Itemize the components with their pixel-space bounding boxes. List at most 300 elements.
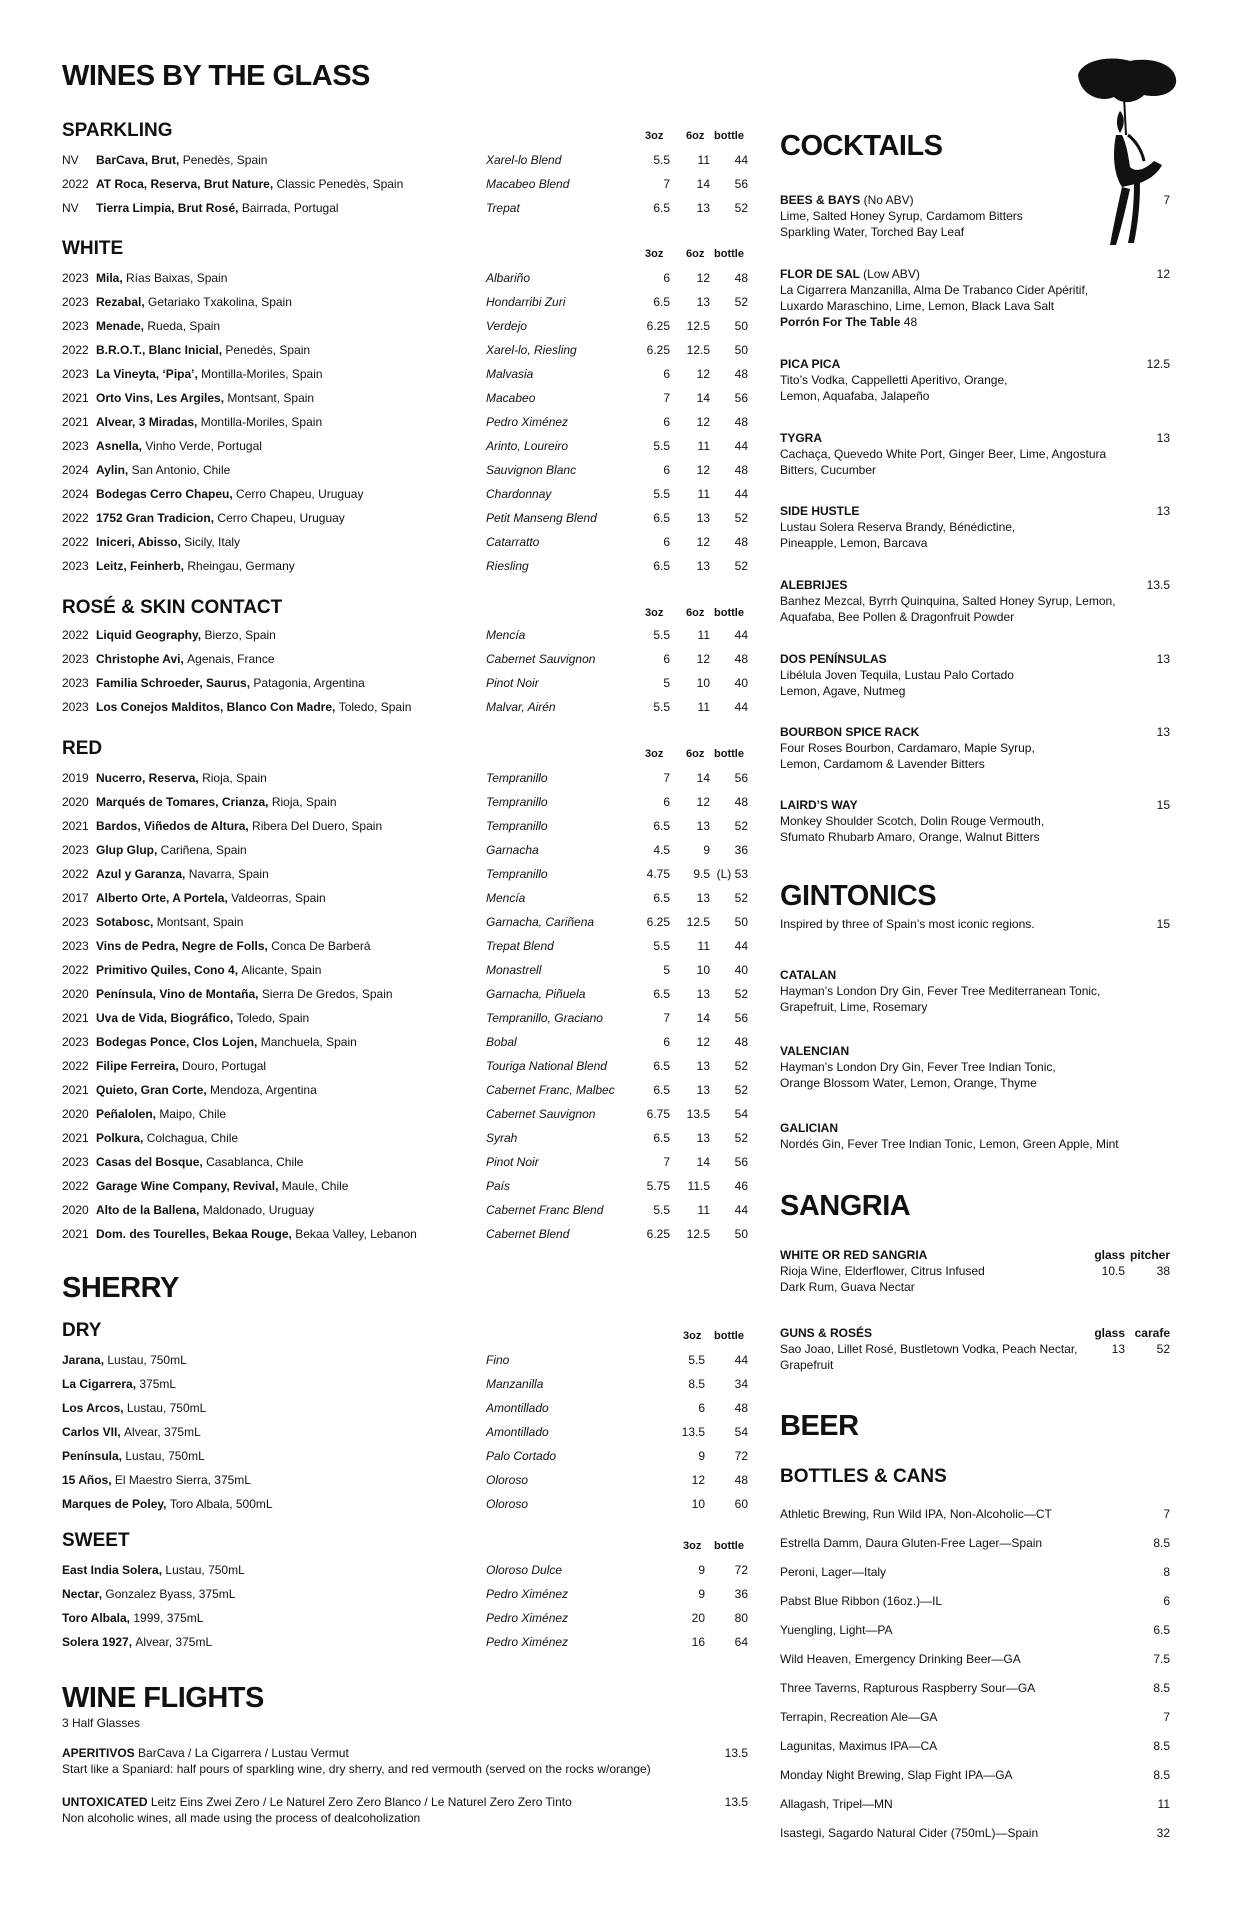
price-bottle: 54: [734, 1425, 748, 1439]
beer-price: 11: [1157, 1797, 1170, 1811]
wine-year: 2023: [62, 271, 89, 285]
cocktail-name-line: [780, 192, 1170, 208]
price-bottle: 36: [734, 843, 748, 857]
sherry-style: Pedro Ximénez: [486, 1587, 569, 1601]
sherry-row: [0, 1494, 748, 1514]
beer-row: [780, 1707, 1170, 1727]
price-6oz: 13: [696, 559, 710, 573]
wine-year: 2021: [62, 1011, 89, 1025]
wine-producer: La Vineyta, ‘Pipa’,: [96, 367, 198, 381]
cocktail-name: ALEBRIJES: [780, 578, 848, 592]
cocktail-ingredients: Four Roses Bourbon, Cardamaro, Maple Syrup,: [780, 741, 1035, 755]
price-3oz: 16: [691, 1635, 705, 1649]
red-list: [0, 768, 748, 1248]
price-bottle: 52: [734, 201, 748, 215]
gintonic-ingredients: Hayman’s London Dry Gin, Fever Tree Mediterranean Tonic,: [780, 984, 1101, 998]
wine-grape: Garnacha, Cariñena: [486, 915, 595, 929]
price-6oz: 14: [696, 771, 710, 785]
price-bottle: 48: [734, 271, 748, 285]
sherry-style: Amontillado: [486, 1401, 549, 1415]
price-bottle: 56: [734, 771, 748, 785]
wine-region: Alicante, Spain: [241, 963, 322, 977]
sangria-name: WHITE OR RED SANGRIA: [780, 1248, 928, 1262]
price-3oz: 5.5: [653, 939, 670, 953]
wine-producer: Leitz, Feinherb,: [96, 559, 185, 573]
sherry-name: [62, 1632, 212, 1652]
col-bottle-label: bottle: [714, 248, 744, 260]
price-3oz: 9: [698, 1587, 705, 1601]
wine-name: [96, 1128, 238, 1148]
wine-region: Toledo, Spain: [338, 700, 412, 714]
wine-region: San Antonio, Chile: [131, 463, 231, 477]
wine-row: [0, 1080, 748, 1100]
wine-row: [0, 268, 748, 288]
wine-region: Rioja, Spain: [271, 795, 337, 809]
price-bottle: 52: [734, 295, 748, 309]
cocktail-name: BOURBON SPICE RACK: [780, 725, 920, 739]
beer-name: Peroni, Lager—Italy: [780, 1565, 887, 1579]
cocktail-name: DOS PENÍNSULAS: [780, 652, 887, 666]
wine-grape: Tempranillo: [486, 819, 548, 833]
price-6oz: 14: [696, 177, 710, 191]
price-6oz: 13: [696, 819, 710, 833]
cocktail-price: 13: [1156, 431, 1170, 445]
cocktail-ingredients: Sparkling Water, Torched Bay Leaf: [780, 225, 965, 239]
sherry-row: [0, 1470, 748, 1490]
price-6oz: 12: [696, 652, 710, 666]
wine-name: [96, 1224, 417, 1244]
wine-region: Rheingau, Germany: [187, 559, 295, 573]
wine-grape: Mencía: [486, 891, 526, 905]
wine-row: [0, 888, 748, 908]
cocktail-price: 13: [1156, 504, 1170, 518]
wine-grape: Tempranillo, Graciano: [486, 1011, 603, 1025]
wine-grape: Cabernet Blend: [486, 1227, 570, 1241]
wine-producer: Sotabosc,: [96, 915, 154, 929]
cocktail-item: [780, 430, 1170, 478]
sherry-row: [0, 1422, 748, 1442]
cocktail-name-line: [780, 797, 1170, 813]
cocktail-ingredients: Tito’s Vodka, Cappelletti Aperitivo, Orange,: [780, 373, 1008, 387]
cocktail-price: 12: [1156, 267, 1170, 281]
sangria-name: GUNS & ROSÉS: [780, 1326, 873, 1340]
price-3oz: 5.5: [688, 1353, 705, 1367]
sherry-detail: Alvear, 375mL: [124, 1425, 201, 1439]
price-6oz: 9: [703, 843, 710, 857]
wine-producer: Primitivo Quiles, Cono 4,: [96, 963, 239, 977]
cocktail-ingredients: Cachaça, Quevedo White Port, Ginger Beer, Lime, Angostura: [780, 447, 1107, 461]
price-bottle: 50: [734, 1227, 748, 1241]
wine-grape: Pedro Ximénez: [486, 415, 569, 429]
beer-row: [780, 1736, 1170, 1756]
price-6oz: 13: [696, 1059, 710, 1073]
wine-grape: Cabernet Franc Blend: [486, 1203, 604, 1217]
wine-producer: 1752 Gran Tradicion,: [96, 511, 215, 525]
wine-grape: Garnacha, Piñuela: [486, 987, 586, 1001]
price-3oz: 5.5: [653, 439, 670, 453]
sherry-detail: Lustau, 750mL: [165, 1563, 245, 1577]
sherry-detail: Toro Albala, 500mL: [169, 1497, 273, 1511]
sherry-producer: 15 Años,: [62, 1473, 112, 1487]
beer-row: [780, 1794, 1170, 1814]
price-bottle: 80: [734, 1611, 748, 1625]
wine-producer: Liquid Geography,: [96, 628, 202, 642]
beer-price: 8.5: [1153, 1739, 1170, 1753]
wine-region: Montsant, Spain: [156, 915, 244, 929]
sparkling-heading: SPARKLING: [62, 120, 173, 141]
beer-name: Athletic Brewing, Run Wild IPA, Non-Alcoholic—CT: [780, 1507, 1052, 1521]
price-6oz: 11: [697, 1203, 710, 1217]
wine-producer: Alvear, 3 Miradas,: [96, 415, 198, 429]
wine-region: Colchagua, Chile: [146, 1131, 239, 1145]
wine-region: Bierzo, Spain: [204, 628, 276, 642]
wine-name: [96, 508, 345, 528]
wine-grape: Bobal: [486, 1035, 517, 1049]
wine-grape: Hondarribi Zuri: [486, 295, 566, 309]
wine-grape: Cabernet Franc, Malbec: [486, 1083, 615, 1097]
wine-region: Montilla-Moriles, Spain: [201, 367, 323, 381]
wine-region: Valdeorras, Spain: [231, 891, 326, 905]
price-3oz: 6.5: [653, 1131, 670, 1145]
wine-grape: Touriga National Blend: [486, 1059, 607, 1073]
beer-row: [780, 1823, 1170, 1843]
wine-row: [0, 936, 748, 956]
wine-producer: Glup Glup,: [96, 843, 158, 857]
cocktails-title: COCKTAILS: [780, 130, 943, 162]
price-3oz: 10: [691, 1497, 705, 1511]
wine-row: [0, 532, 748, 552]
wine-producer: Marqués de Tomares, Crianza,: [96, 795, 269, 809]
price-6oz: 13: [696, 201, 710, 215]
wine-name: [96, 198, 339, 218]
price-3oz: 9: [698, 1563, 705, 1577]
wine-producer: Tierra Limpia, Brut Rosé,: [96, 201, 239, 215]
sherry-style: Amontillado: [486, 1425, 549, 1439]
wine-row: [0, 174, 748, 194]
col-bottle-label: bottle: [714, 130, 744, 142]
wine-row: [0, 508, 748, 528]
gintonic-ingredients: Hayman’s London Dry Gin, Fever Tree Indian Tonic,: [780, 1060, 1056, 1074]
price-3oz: 7: [663, 391, 670, 405]
wine-name: [96, 864, 269, 884]
wine-name: [96, 697, 411, 717]
cocktail-abv-note: (Low ABV): [863, 267, 920, 281]
wine-producer: Christophe Avi,: [96, 652, 184, 666]
cocktail-ingredients: Luxardo Maraschino, Lime, Lemon, Black Lava Salt: [780, 299, 1055, 313]
wine-grape: Arinto, Loureiro: [486, 439, 569, 453]
price-6oz: 14: [696, 1011, 710, 1025]
cocktail-name-line: [780, 503, 1170, 519]
cocktail-ingredients: Bitters, Cucumber: [780, 463, 877, 477]
wine-row: [0, 364, 748, 384]
price-6oz: 13: [696, 295, 710, 309]
wine-name: [96, 316, 220, 336]
price-6oz: 14: [696, 1155, 710, 1169]
gintonic-item: [780, 967, 1170, 1015]
price-bottle: 56: [734, 177, 748, 191]
price-bottle: 72: [734, 1563, 748, 1577]
wine-year: 2021: [62, 1083, 89, 1097]
sherry-name: [62, 1494, 273, 1514]
wine-region: Cerro Chapeu, Uruguay: [236, 487, 364, 501]
cocktail-price: 12.5: [1146, 357, 1170, 371]
wine-region: Rioja, Spain: [202, 771, 267, 785]
flight-price: 13.5: [724, 1746, 748, 1760]
price-bottle: 44: [734, 700, 748, 714]
sangria-col-label: glass: [1094, 1326, 1125, 1340]
price-3oz: 6: [698, 1401, 705, 1415]
price-6oz: 11: [697, 939, 710, 953]
sherry-col-3oz-label: 3oz: [683, 1540, 702, 1552]
price-6oz: 11: [697, 439, 710, 453]
wine-producer: Los Conejos Malditos, Blanco Con Madre,: [96, 700, 336, 714]
wine-producer: Nucerro, Reserva,: [96, 771, 199, 785]
sherry-producer: Los Arcos,: [62, 1401, 124, 1415]
cocktail-name-line: [780, 356, 1170, 372]
wine-grape: Cabernet Sauvignon: [486, 1107, 596, 1121]
wine-grape: Catarratto: [486, 535, 540, 549]
wine-year: 2021: [62, 1131, 89, 1145]
sherry-producer: Solera 1927,: [62, 1635, 133, 1649]
price-3oz: 7: [663, 1011, 670, 1025]
flight-price: 13.5: [724, 1795, 748, 1809]
gintonic-ingredients: Grapefruit, Lime, Rosemary: [780, 1000, 928, 1014]
price-6oz: 12: [696, 795, 710, 809]
wine-year: 2023: [62, 319, 89, 333]
wine-year: NV: [62, 201, 79, 215]
sherry-producer: Toro Albala,: [62, 1611, 131, 1625]
sherry-style: Fino: [486, 1353, 510, 1367]
beer-row: [780, 1504, 1170, 1524]
wine-name: [96, 792, 337, 812]
price-bottle: 46: [734, 1179, 748, 1193]
wine-year: 2024: [62, 463, 89, 477]
sangria-price: 10.5: [1101, 1264, 1125, 1278]
price-bottle: 56: [734, 1011, 748, 1025]
cocktail-item: [780, 266, 1170, 330]
cocktail-ingredients: Libélula Joven Tequila, Lustau Palo Cortado: [780, 668, 1014, 682]
wine-name: [96, 1176, 348, 1196]
price-3oz: 13.5: [681, 1425, 705, 1439]
col-3oz-label: 3oz: [645, 248, 664, 260]
sherry-sweet-heading: SWEET: [62, 1530, 130, 1551]
price-bottle: 48: [734, 652, 748, 666]
beer-name: Wild Heaven, Emergency Drinking Beer—GA: [780, 1652, 1021, 1666]
price-3oz: 6: [663, 1035, 670, 1049]
cocktail-price: 13: [1156, 725, 1170, 739]
wine-year: 2019: [62, 771, 89, 785]
wine-row: [0, 912, 748, 932]
price-6oz: 12: [696, 271, 710, 285]
sangria-col-label: glass: [1094, 1248, 1125, 1262]
sherry-detail: 375mL: [139, 1377, 177, 1391]
beer-name: Estrella Damm, Daura Gluten-Free Lager—Spain: [780, 1536, 1043, 1550]
cocktail-name-line: [780, 724, 1170, 740]
wine-producer: Dom. des Tourelles, Bekaa Rouge,: [96, 1227, 292, 1241]
wine-row: [0, 1104, 748, 1124]
sherry-title: SHERRY: [62, 1272, 179, 1304]
wine-name: [96, 936, 371, 956]
sherry-style: Pedro Ximénez: [486, 1611, 569, 1625]
wine-region: Rías Baixas, Spain: [126, 271, 228, 285]
sherry-dry-heading: DRY: [62, 1320, 102, 1341]
price-bottle: 56: [734, 391, 748, 405]
price-6oz: 13: [696, 1131, 710, 1145]
wine-row: [0, 816, 748, 836]
wine-grape: Malvar, Airén: [486, 700, 556, 714]
flight-description: Non alcoholic wines, all made using the process of dealcoholization: [62, 1811, 421, 1825]
wine-region: Rueda, Spain: [147, 319, 221, 333]
beer-row: [780, 1649, 1170, 1669]
cocktail-name: FLOR DE SAL: [780, 267, 860, 281]
price-3oz: 5.5: [653, 628, 670, 642]
wine-row: [0, 484, 748, 504]
wine-row: [0, 388, 748, 408]
price-bottle: 40: [734, 963, 748, 977]
wine-name: [96, 888, 326, 908]
cocktail-price: 13: [1156, 652, 1170, 666]
price-3oz: 6.5: [653, 891, 670, 905]
wine-producer: Uva de Vida, Biográfico,: [96, 1011, 234, 1025]
wine-grape: Albariño: [486, 271, 531, 285]
beer-name: Yuengling, Light—PA: [780, 1623, 893, 1637]
wine-grape: Xarel-lo Blend: [486, 153, 562, 167]
beer-price: 8.5: [1153, 1681, 1170, 1695]
cocktail-name-line: [780, 266, 1170, 282]
sherry-col-bottle-label: bottle: [714, 1330, 744, 1342]
wine-year: 2023: [62, 652, 89, 666]
cocktail-abv-note: (No ABV): [863, 193, 914, 207]
wine-year: 2023: [62, 559, 89, 573]
price-3oz: 4.75: [646, 867, 670, 881]
wine-region: Vinho Verde, Portugal: [145, 439, 262, 453]
sherry-detail: El Maestro Sierra, 375mL: [114, 1473, 251, 1487]
price-bottle: 72: [734, 1449, 748, 1463]
wine-row: [0, 840, 748, 860]
col-3oz-label: 3oz: [645, 130, 664, 142]
cocktail-price: 15: [1156, 798, 1170, 812]
wine-grape: Tempranillo: [486, 867, 548, 881]
wine-producer: Península, Vino de Montaña,: [96, 987, 259, 1001]
sherry-row: [0, 1632, 748, 1652]
price-6oz: 12.5: [686, 915, 710, 929]
sherry-row: [0, 1350, 748, 1370]
cocktail-item: [780, 724, 1170, 772]
sherry-detail: Lustau, 750mL: [126, 1401, 207, 1415]
wine-name: [96, 150, 267, 170]
sherry-name: [62, 1398, 206, 1418]
wine-name: [96, 1056, 266, 1076]
wine-grape: Riesling: [486, 559, 529, 573]
wine-year: 2021: [62, 819, 89, 833]
price-3oz: 7: [663, 1155, 670, 1169]
bottles-cans-heading: BOTTLES & CANS: [780, 1466, 947, 1487]
wine-region: Cariñena, Spain: [160, 843, 247, 857]
wine-row: [0, 1152, 748, 1172]
price-bottle: 34: [734, 1377, 748, 1391]
price-3oz: 6: [663, 652, 670, 666]
price-6oz: 12: [696, 1035, 710, 1049]
sherry-row: [0, 1608, 748, 1628]
wine-row: [0, 1200, 748, 1220]
wine-grape: Sauvignon Blanc: [486, 463, 577, 477]
price-6oz: 14: [696, 391, 710, 405]
wine-name: [96, 364, 323, 384]
wine-name: [96, 1152, 303, 1172]
wine-year: 2023: [62, 295, 89, 309]
price-bottle: 48: [734, 535, 748, 549]
flight-item: [62, 1745, 748, 1777]
sherry-style: Manzanilla: [486, 1377, 544, 1391]
cocktail-ingredients: Banhez Mezcal, Byrrh Quinquina, Salted Honey Syrup, Lemon,: [780, 594, 1116, 608]
wine-year: 2021: [62, 415, 89, 429]
wine-year: 2020: [62, 1203, 89, 1217]
wine-grape: Tempranillo: [486, 795, 548, 809]
price-3oz: 12: [691, 1473, 705, 1487]
sangria-ingredients: Dark Rum, Guava Nectar: [780, 1280, 915, 1294]
wine-grape: Verdejo: [486, 319, 527, 333]
wine-producer: Bodegas Ponce, Clos Lojen,: [96, 1035, 258, 1049]
wine-grape: Xarel-lo, Riesling: [486, 343, 577, 357]
sangria-title: SANGRIA: [780, 1190, 911, 1222]
sangria-item: [780, 1247, 1170, 1295]
price-3oz: 6: [663, 367, 670, 381]
price-bottle: 54: [734, 1107, 748, 1121]
wine-year: 2022: [62, 343, 89, 357]
wine-row: [0, 864, 748, 884]
wine-year: 2021: [62, 1227, 89, 1241]
wine-producer: Mila,: [96, 271, 123, 285]
wine-producer: Vins de Pedra, Negre de Folls,: [96, 939, 268, 953]
beer-price: 8: [1163, 1565, 1170, 1579]
price-6oz: 11.5: [687, 1179, 710, 1193]
gintonics-subtitle: Inspired by three of Spain’s most iconic regions.: [780, 917, 1035, 931]
sherry-name: [62, 1584, 235, 1604]
wine-year: 2020: [62, 795, 89, 809]
price-6oz: 12.5: [686, 343, 710, 357]
wine-producer: Quieto, Gran Corte,: [96, 1083, 207, 1097]
wine-name: [96, 174, 403, 194]
sherry-name: [62, 1350, 187, 1370]
flight-name: APERITIVOS: [62, 1746, 135, 1760]
sherry-name: [62, 1470, 251, 1490]
cocktail-name-line: [780, 430, 1170, 446]
white-heading: WHITE: [62, 238, 124, 259]
wine-row: [0, 340, 748, 360]
price-bottle: 52: [734, 559, 748, 573]
price-6oz: 12: [696, 535, 710, 549]
wines-by-the-glass-title: WINES BY THE GLASS: [62, 60, 370, 92]
cocktail-item: [780, 192, 1170, 240]
price-bottle: 48: [734, 795, 748, 809]
wine-name: [96, 460, 230, 480]
wine-row: [0, 412, 748, 432]
wine-producer: Azul y Garanza,: [96, 867, 186, 881]
sherry-detail: Alvear, 375mL: [135, 1635, 213, 1649]
price-3oz: 5: [663, 676, 670, 690]
wine-name: [96, 412, 322, 432]
wine-year: 2023: [62, 676, 89, 690]
cocktail-item: [780, 651, 1170, 699]
wine-year: 2023: [62, 367, 89, 381]
wine-year: 2023: [62, 439, 89, 453]
cocktail-ingredients: Sfumato Rhubarb Amaro, Orange, Walnut Bitters: [780, 830, 1040, 844]
price-3oz: 6.75: [646, 1107, 670, 1121]
wine-name: [96, 1008, 309, 1028]
wine-region: Douro, Portugal: [182, 1059, 267, 1073]
cocktail-name: PICA PICA: [780, 357, 841, 371]
price-3oz: 6.5: [653, 559, 670, 573]
